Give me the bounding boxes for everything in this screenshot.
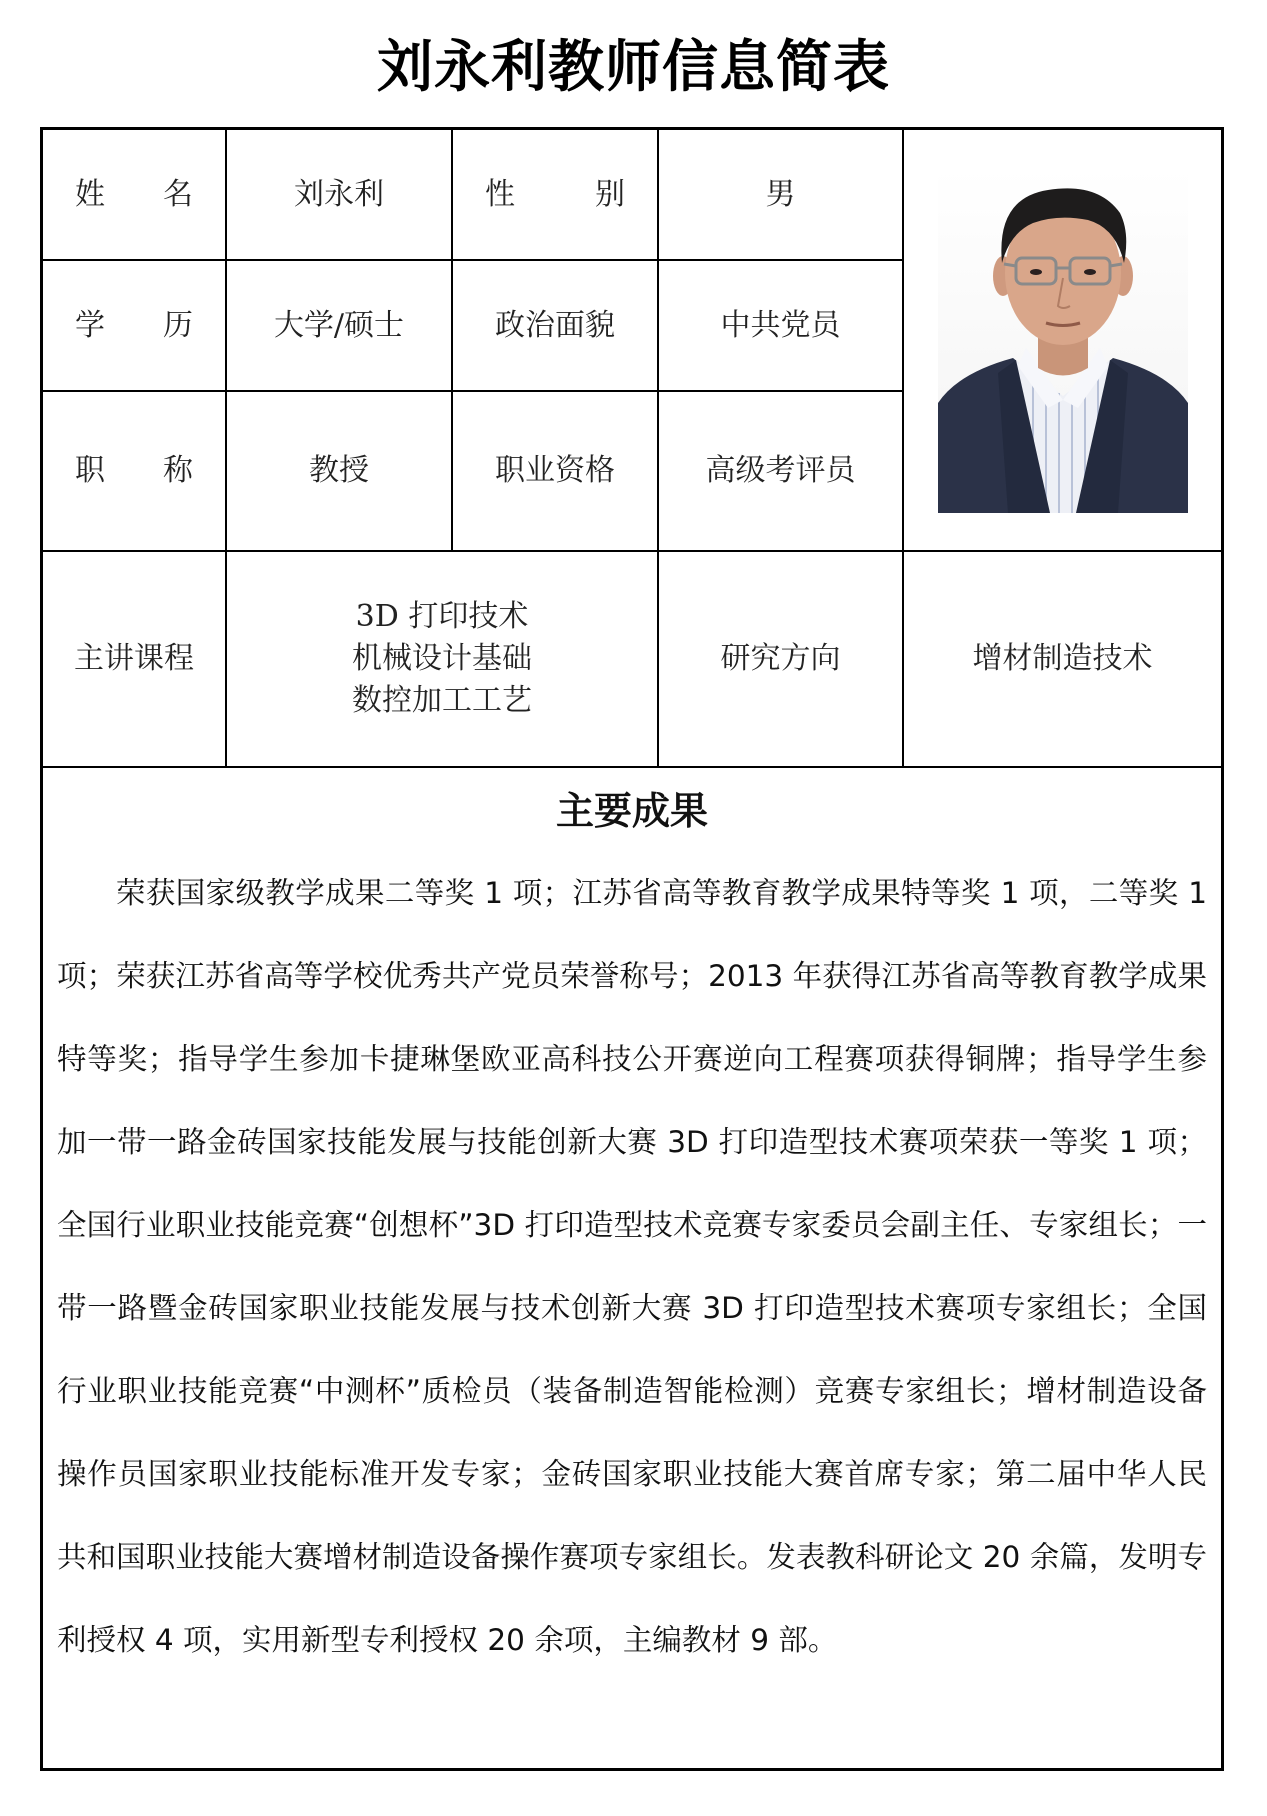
achievements-text: 荣获国家级教学成果二等奖 1 项；江苏省高等教育教学成果特等奖 1 项，二等奖 1 项；荣获江苏省高等学校优秀共产党员荣誉称号；2013 年获得江苏省高等教育教学成果特等奖；指导学生参加卡捷琳堡欧亚高科技公开赛逆向工程赛项获得铜牌；指导学生参加一带一路金砖国家技能发展与技能创新大赛 3D 打印造型技术赛项荣获一等奖 1 项；全国行业职业技能竞赛“创想杯”3D 打印造型技术竞赛专家委员会副主任、专家组长；一带一路暨金砖国家职业技能发展与技术创新大赛 3D 打印造型技术赛项专家组长；全国行业职业技能竞赛“中测杯”质检员（装备制造智能检测）竞赛专家组长；增材制造设备操作员国家职业技能标准开发专家；金砖国家职业技能大赛首席专家；第二届中华人民共和国职业技能大赛增材制造设备操作赛项专家组长。发表教科研论文 20 余篇，发明专利授权 4 项，实用新型专利授权 20 余项，主编教材 9 部。 — [57, 876, 1207, 1657]
course-item: 机械设计基础 — [352, 641, 532, 676]
achievements-heading: 主要成果 — [555, 788, 708, 833]
info-table — [43, 130, 1221, 768]
info-sheet — [40, 127, 1224, 1771]
course-item: 数控加工工艺 — [352, 683, 532, 718]
portrait-photo — [938, 168, 1188, 513]
name-label: 姓 名 — [43, 130, 227, 261]
qualification-label: 职业资格 — [453, 392, 659, 552]
gender-label: 性 别 — [453, 130, 659, 261]
qualification-value: 高级考评员 — [659, 392, 904, 552]
research-value: 增材制造技术 — [972, 641, 1153, 676]
courses-value — [227, 552, 659, 766]
education-label: 学 历 — [43, 261, 227, 392]
name-value: 刘永利 — [227, 130, 453, 261]
courses-label: 主讲课程 — [43, 552, 227, 766]
photo-cell — [904, 130, 1221, 552]
political-value: 中共党员 — [659, 261, 904, 392]
research-label: 研究方向 — [659, 552, 904, 766]
gender-value: 男 — [659, 130, 904, 261]
achievements-section — [43, 784, 1221, 1682]
job-title-value: 教授 — [227, 392, 453, 552]
political-label: 政治面貌 — [453, 261, 659, 392]
course-item: 3D 打印技术 — [355, 599, 529, 634]
education-value: 大学/硕士 — [227, 261, 453, 392]
page-title: 刘永利教师信息简表 — [377, 35, 890, 100]
job-title-label: 职 称 — [43, 392, 227, 552]
